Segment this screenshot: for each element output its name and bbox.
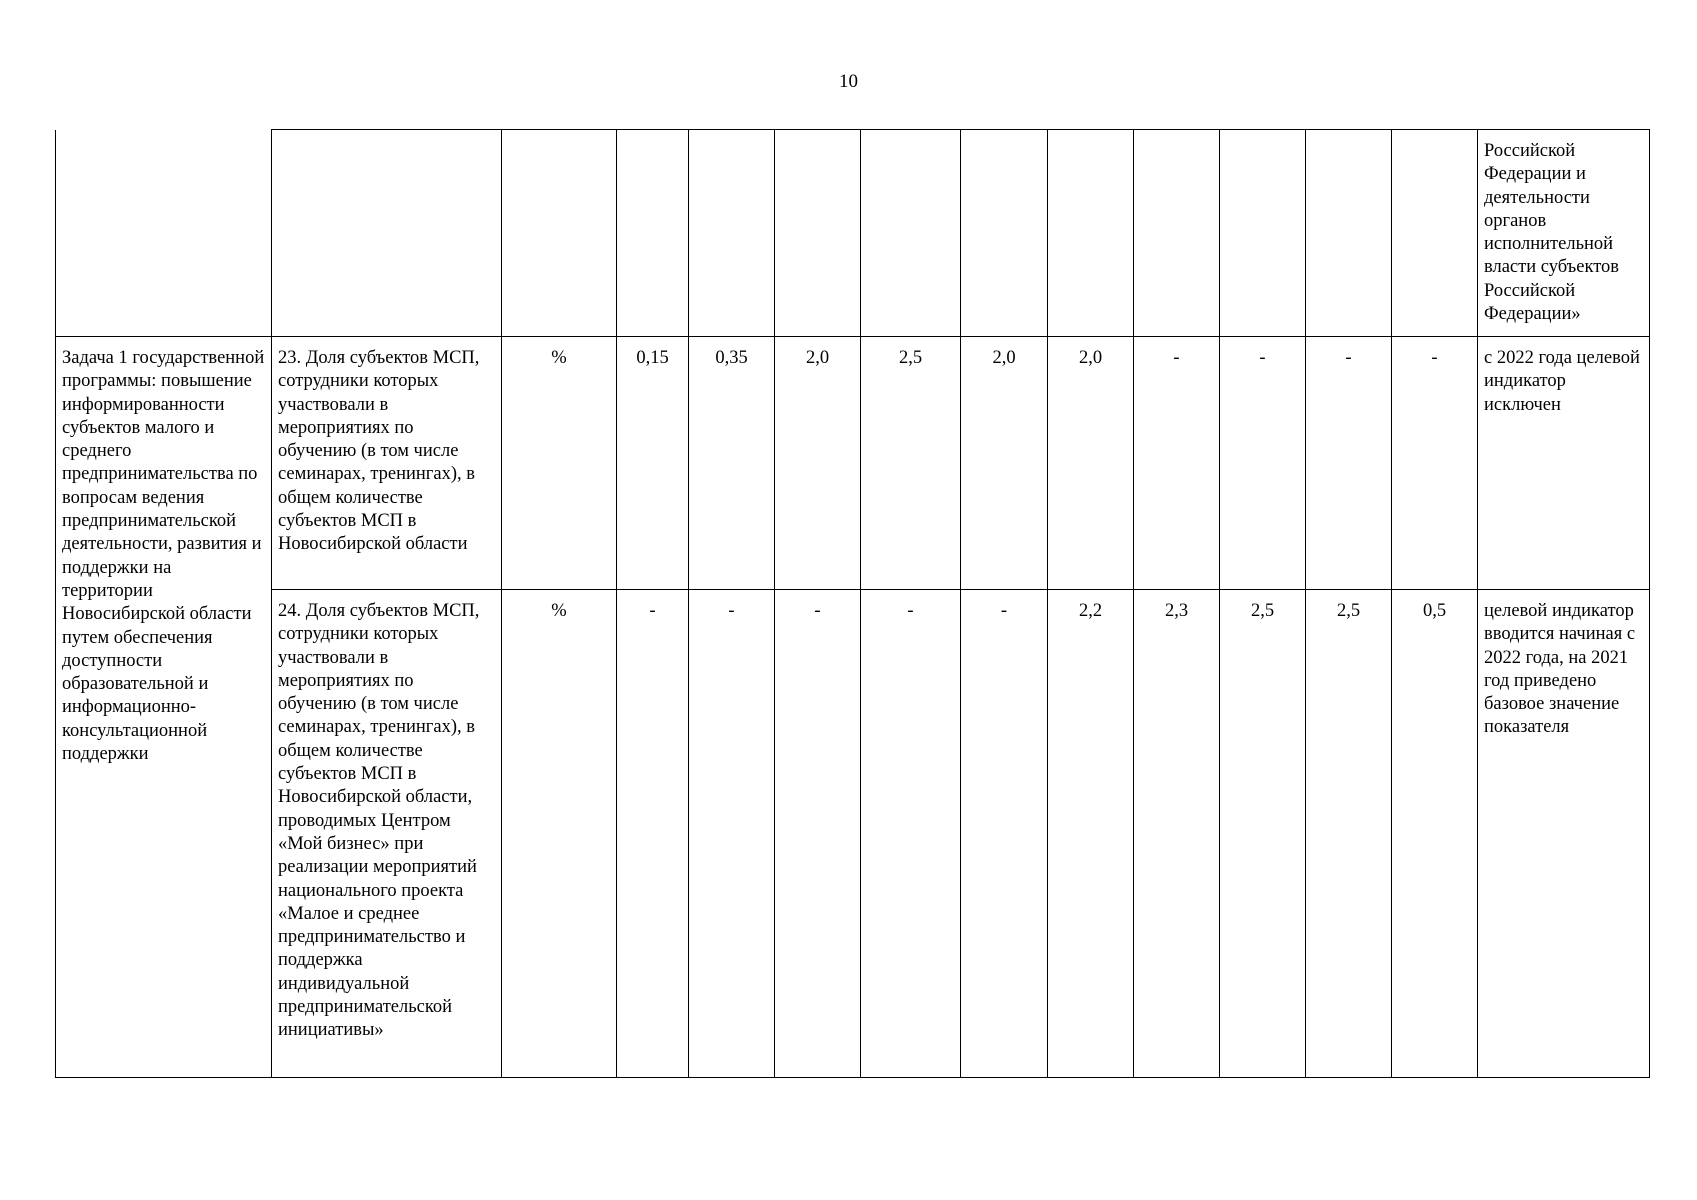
note-cell: целевой индикатор вводится начиная с 2022 года, на 2021 год приведено базовое значение показателя	[1478, 590, 1650, 1078]
value-cell-empty	[861, 130, 961, 337]
note-cell: с 2022 года целевой индикатор исключен	[1478, 337, 1650, 590]
value-cell: 2,2	[1048, 590, 1134, 1078]
value-cell: 2,0	[961, 337, 1048, 590]
indicators-table	[55, 129, 1650, 1078]
value-cell: 2,5	[861, 337, 961, 590]
value-cell-empty	[961, 130, 1048, 337]
unit-cell: %	[502, 337, 617, 590]
table-row-indicator-24	[56, 590, 1650, 1078]
indicator-cell-empty	[272, 130, 502, 337]
value-cell-empty	[1220, 130, 1306, 337]
value-cell-empty	[1392, 130, 1478, 337]
task-cell-empty	[56, 130, 272, 337]
value-cell: 0,15	[617, 337, 689, 590]
unit-cell-empty	[502, 130, 617, 337]
value-cell: 2,5	[1306, 590, 1392, 1078]
value-cell: 0,35	[689, 337, 775, 590]
value-cell: 2,3	[1134, 590, 1220, 1078]
value-cell: -	[689, 590, 775, 1078]
value-cell: 2,5	[1220, 590, 1306, 1078]
value-cell-empty	[775, 130, 861, 337]
value-cell-empty	[1048, 130, 1134, 337]
unit-cell: %	[502, 590, 617, 1078]
value-cell: -	[961, 590, 1048, 1078]
page-number: 10	[839, 71, 858, 92]
value-cell: -	[1306, 337, 1392, 590]
value-cell-empty	[1306, 130, 1392, 337]
value-cell: -	[1392, 337, 1478, 590]
value-cell: -	[617, 590, 689, 1078]
value-cell-empty	[689, 130, 775, 337]
task-cell: Задача 1 государственной программы: повышение информированности субъектов малого и среднего предпринимательства по вопросам ведения предпринимательской деятельности, развития и поддержки на территории Новосибирской области путем обеспечения доступности образовательной и информационно-консультационной поддержки	[56, 337, 272, 1078]
value-cell: 2,0	[1048, 337, 1134, 590]
value-cell: -	[1134, 337, 1220, 590]
value-cell-empty	[617, 130, 689, 337]
indicator-name: 23. Доля субъектов МСП, сотрудники которых участвовали в мероприятиях по обучению (в том числе семинарах, тренингах), в общем количестве субъектов МСП в Новосибирской области	[272, 337, 502, 590]
indicator-name: 24. Доля субъектов МСП, сотрудники которых участвовали в мероприятиях по обучению (в том числе семинарах, тренингах), в общем количестве субъектов МСП в Новосибирской области, проводимых Центром «Мой бизнес» при реализации мероприятий национального проекта «Малое и среднее предпринимательство и поддержка индивидуальной предпринимательской инициативы»	[272, 590, 502, 1078]
table-row-continuation	[56, 130, 1650, 337]
value-cell: 0,5	[1392, 590, 1478, 1078]
value-cell: 2,0	[775, 337, 861, 590]
value-cell-empty	[1134, 130, 1220, 337]
table-row-indicator-23	[56, 337, 1650, 590]
value-cell: -	[861, 590, 961, 1078]
value-cell: -	[775, 590, 861, 1078]
note-cell: Российской Федерации и деятельности органов исполнительной власти субъектов Российской Федерации»	[1478, 130, 1650, 337]
value-cell: -	[1220, 337, 1306, 590]
